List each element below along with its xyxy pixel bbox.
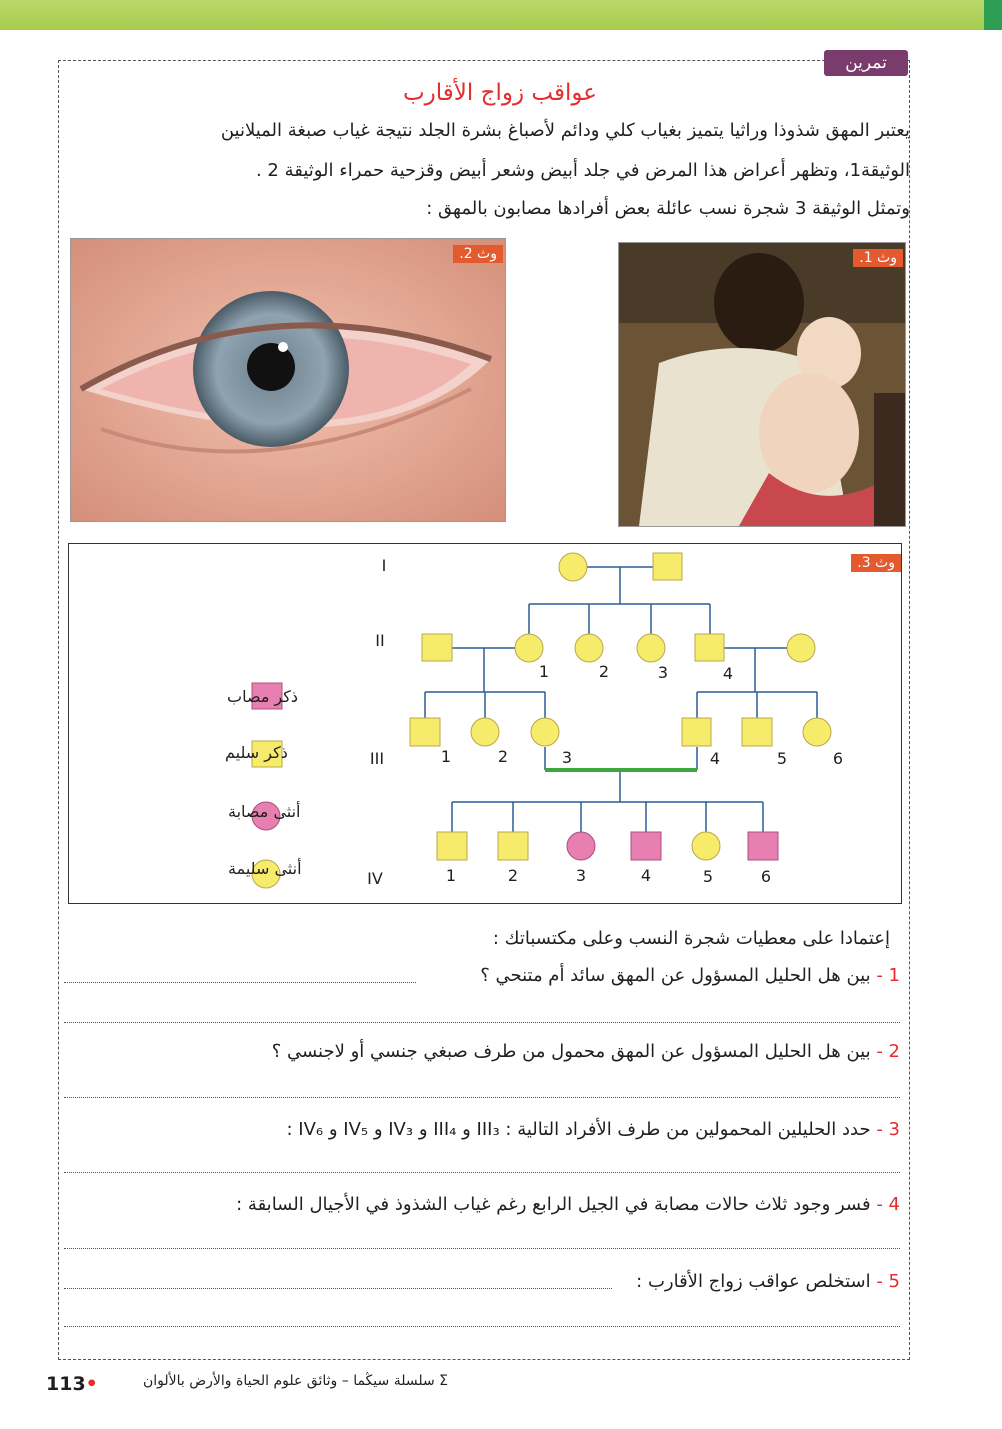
- gen-III-label: III: [369, 749, 385, 768]
- answer-line-5b: [64, 1326, 900, 1327]
- pedigree-lines: [425, 567, 817, 832]
- doc1-label: وث 1.: [853, 249, 903, 267]
- legend-healthy-male-label: ذكر سليم: [225, 743, 288, 762]
- exercise-title: عواقب زواج الأقارب: [403, 80, 597, 106]
- IV-5-num: 5: [702, 867, 714, 886]
- II-3: [637, 634, 665, 662]
- IV-5: [692, 832, 720, 860]
- III-6-num: 6: [832, 749, 844, 768]
- IV-2: [498, 832, 528, 860]
- III-3: [531, 718, 559, 746]
- III-3-num: 3: [561, 748, 573, 767]
- doc3-label: وث 3.: [851, 554, 901, 572]
- intro-line-3: وتمثل الوثيقة 3 شجرة نسب عائلة بعض أفرادها مصابون بالمهق :: [426, 198, 910, 219]
- II-3-num: 3: [657, 663, 669, 682]
- III-1: [410, 718, 440, 746]
- III-5-num: 5: [776, 749, 788, 768]
- question-5: [636, 1271, 900, 1292]
- question-4-text: فسر وجود ثلاث حالات مصابة في الجيل الرابع رغم غياب الشذوذ في الأجيال السابقة :: [236, 1194, 871, 1215]
- II-2-num: 2: [598, 662, 610, 681]
- IV-6-num: 6: [760, 867, 772, 886]
- question-4: [236, 1194, 900, 1215]
- question-4-number: 4 -: [876, 1194, 900, 1215]
- question-3-text: حدد الحليلين المحمولين من طرف الأفراد التالية : III₃ و III₄ و IV₃ و IV₅ و IV₆ :: [286, 1119, 871, 1140]
- question-5-text: استخلص عواقب زواج الأقارب :: [636, 1271, 871, 1292]
- answer-line-3: [64, 1172, 900, 1173]
- doc2-label: وث 2.: [453, 245, 503, 263]
- exercise-tag: تمرين: [824, 50, 908, 76]
- question-3-number: 3 -: [876, 1119, 900, 1140]
- question-1: [420, 965, 900, 986]
- II-4-num: 4: [722, 664, 734, 683]
- III-6: [803, 718, 831, 746]
- answer-line-1b: [64, 1022, 900, 1023]
- gen-I-label: I: [381, 556, 387, 575]
- II-4: [695, 634, 724, 661]
- answer-line-1a: [64, 982, 416, 983]
- IV-1-num: 1: [445, 866, 457, 885]
- III-1-num: 1: [440, 747, 452, 766]
- intro-line-1: يعتبر المهق شذوذا وراثيا يتميز بغياب كلي ودائم لأصباغ بشرة الجلد نتيجة غياب صبغة الميلانين: [220, 120, 910, 141]
- answer-line-4: [64, 1248, 900, 1249]
- legend-affected-male-label: ذكر مصاب: [227, 687, 299, 706]
- IV-1: [437, 832, 467, 860]
- III-4: [682, 718, 711, 746]
- III-2: [471, 718, 499, 746]
- III-2-num: 2: [497, 747, 509, 766]
- IV-2-num: 2: [507, 866, 519, 885]
- gen-IV-label: IV: [367, 869, 383, 888]
- question-1-text: بين هل الحليل المسؤول عن المهق سائد أم متنحي ؟: [480, 965, 871, 986]
- legend-healthy-female-label: أنثى سليمة: [228, 859, 302, 878]
- gen-II-label: II: [375, 631, 385, 650]
- page-number: 113•: [46, 1373, 98, 1395]
- I-male: [653, 553, 682, 580]
- intro-line-2: الوثيقة1، وتظهر أعراض هذا المرض في جلد أبيض وشعر أبيض وقزحية حمراء الوثيقة 2 .: [255, 160, 910, 181]
- IV-4-num: 4: [640, 866, 652, 885]
- II-spouse-female: [787, 634, 815, 662]
- page-number-text: 113: [46, 1373, 86, 1395]
- questions-prompt: إعتمادا على معطيات شجرة النسب وعلى مكتسباتك :: [492, 928, 890, 949]
- answer-line-2: [64, 1097, 900, 1098]
- I-female: [559, 553, 587, 581]
- question-2-text: بين هل الحليل المسؤول عن المهق محمول من طرف صبغي جنسي أو لاجنسي ؟: [271, 1041, 871, 1062]
- III-5: [742, 718, 772, 746]
- II-2: [575, 634, 603, 662]
- IV-3-num: 3: [575, 866, 587, 885]
- question-5-number: 5 -: [876, 1271, 900, 1292]
- IV-6: [748, 832, 778, 860]
- legend-affected-female-label: أنثى مصابة: [228, 802, 301, 821]
- answer-line-5a: [64, 1288, 612, 1289]
- IV-4: [631, 832, 661, 860]
- question-2: [272, 1041, 900, 1062]
- question-2-number: 2 -: [876, 1041, 900, 1062]
- II-1-num: 1: [538, 662, 550, 681]
- question-3: [286, 1119, 900, 1140]
- II-1: [515, 634, 543, 662]
- series-footer: Σ سلسلة سيڭما – وثائق علوم الحياة والأرض بالألوان: [142, 1373, 448, 1389]
- question-1-number: 1 -: [876, 965, 900, 986]
- III-4-num: 4: [709, 749, 721, 768]
- IV-3: [567, 832, 595, 860]
- II-spouse-male: [422, 634, 452, 661]
